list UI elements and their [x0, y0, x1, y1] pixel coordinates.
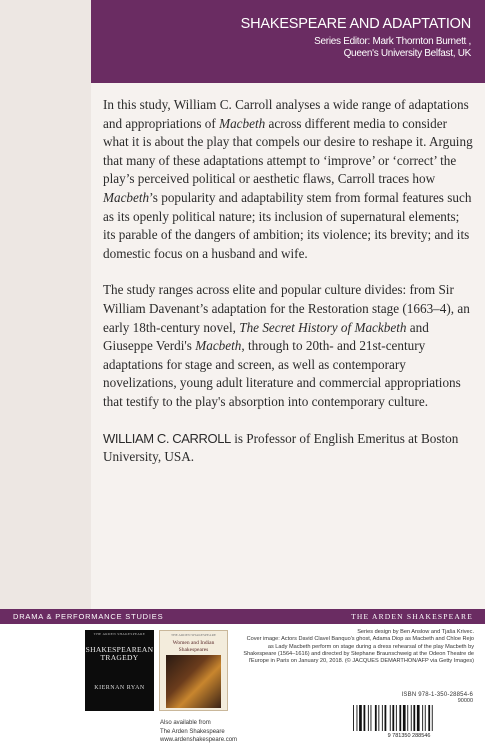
barcode	[343, 705, 475, 738]
image-credits	[242, 629, 474, 665]
title-italic: Macbeth	[219, 115, 266, 131]
blurb-text: , through to 20th- and 21st-century adaptations for stage and screen, as well as contemporary novelizations, young adult literature and commercial appropriations that testify to the play's absorption into contemporary culture.	[103, 338, 461, 409]
barcode-bar	[411, 705, 412, 731]
barcode-bar	[385, 705, 387, 731]
title-italic: Macbeth	[195, 338, 242, 354]
book1-author: KIERNAN RYAN	[94, 685, 145, 691]
barcode-bar	[407, 705, 408, 731]
barcode-bars	[353, 705, 433, 731]
barcode-bar	[403, 705, 406, 731]
blurb-text: The study ranges across elite and popular culture divides: from Sir William Davenant’s adaptation for the Restoration stage (1663–4), an early 18th-century novel,	[103, 282, 470, 335]
related-book-cover-2	[159, 630, 228, 711]
footer-panel	[0, 609, 485, 750]
barcode-digits: 9 781350 288546	[387, 733, 431, 738]
author-name: WILLIAM C. CARROLL	[103, 430, 231, 446]
barcode-bar	[413, 705, 415, 731]
barcode-bar	[359, 705, 362, 731]
category-label: DRAMA & PERFORMANCE STUDIES	[13, 612, 164, 621]
isbn: ISBN 978-1-350-28854-6	[401, 692, 473, 698]
blurb-text: In this study, William C. Carroll analyses a wide range of adaptations and appropriations of	[103, 97, 469, 131]
cover-image-credit: Cover image: Actors David Clavel Banquo's ghost, Adama Diop as Macbeth and Chloe Rejo as Lady Macbeth perform on stage during a dress rehearsal of the play Macbeth by Shakespeare (1564–1616) and directed by Stephane Braunschweig at the Odeon Theatre de l'Europe in Paris on January 20, 2018. (© JACQUES DEMARTHON/AFP via Getty Images)	[243, 636, 474, 665]
blurb-text: ’s popularity and adaptability stem from formal features such as its openly political nature; its inclusion of supernatural elements; its parable of the dangers of ambition; its violence; its brevity; and its domestic focus on a husband and wife.	[103, 189, 472, 261]
price-code: 90000	[457, 698, 473, 704]
website-url: www.ardenshakespeare.com	[160, 737, 238, 743]
also-available	[160, 719, 237, 745]
book1-series: THE ARDEN SHAKESPEARE	[93, 632, 146, 636]
imprint-label: THE ARDEN SHAKESPEARE	[351, 612, 473, 621]
barcode-bar	[428, 705, 430, 731]
book1-title: SHAKESPEAREAN TRAGEDY	[85, 645, 154, 662]
title-italic: Macbeth	[103, 189, 150, 205]
barcode-bar	[396, 705, 397, 731]
barcode-bar	[353, 705, 354, 731]
barcode-bar	[417, 705, 420, 731]
barcode-bar	[368, 705, 369, 731]
barcode-bar	[371, 705, 372, 731]
barcode-bar	[382, 705, 383, 731]
footer-band	[0, 609, 485, 624]
series-header-band	[91, 0, 485, 83]
author-bio	[103, 430, 473, 467]
title-italic: The Secret History of Mackbeth	[239, 319, 407, 335]
back-cover-blurb	[103, 96, 473, 485]
barcode-bar	[392, 705, 394, 731]
blurb-paragraph-2	[103, 281, 473, 411]
related-book-cover-1	[85, 630, 154, 711]
barcode-bar	[422, 705, 423, 731]
blurb-text: and Giuseppe Verdi's	[103, 319, 429, 354]
series-title: SHAKESPEARE AND ADAPTATION	[240, 16, 471, 32]
series-editor-line-1: Series Editor: Mark Thornton Burnett ,	[314, 36, 471, 47]
book2-series: THE ARDEN SHAKESPEARE	[170, 633, 217, 637]
barcode-bar	[399, 705, 401, 731]
book2-cover-image	[166, 655, 221, 708]
book2-title: Women and Indian Shakespeares	[172, 640, 215, 653]
barcode-bar	[432, 705, 433, 731]
barcode-bar	[364, 705, 366, 731]
barcode-bar	[390, 705, 391, 731]
barcode-bar	[425, 705, 426, 731]
barcode-bar	[357, 705, 358, 731]
series-editor-line-2: Queen's University Belfast, UK	[343, 48, 471, 59]
also-line-1: Also available from	[160, 720, 211, 726]
barcode-bar	[375, 705, 377, 731]
blurb-paragraph-1	[103, 96, 473, 263]
barcode-bar	[378, 705, 379, 731]
series-editor	[91, 36, 471, 60]
design-credit: Series design by Ben Anslow and Tjaša Krivec.	[357, 629, 474, 635]
author-bio-text: is Professor of English Emeritus at Boston University, USA.	[103, 430, 459, 465]
blurb-text: across different media to consider what it is about the play that compels our desire to reshape it. Arguing that many of these adaptations attempt to ‘improve’ or ‘correct’ the play’s perceived political or aesthetic flaws, Carroll traces how	[103, 115, 473, 187]
also-line-2: The Arden Shakespeare	[160, 728, 225, 735]
